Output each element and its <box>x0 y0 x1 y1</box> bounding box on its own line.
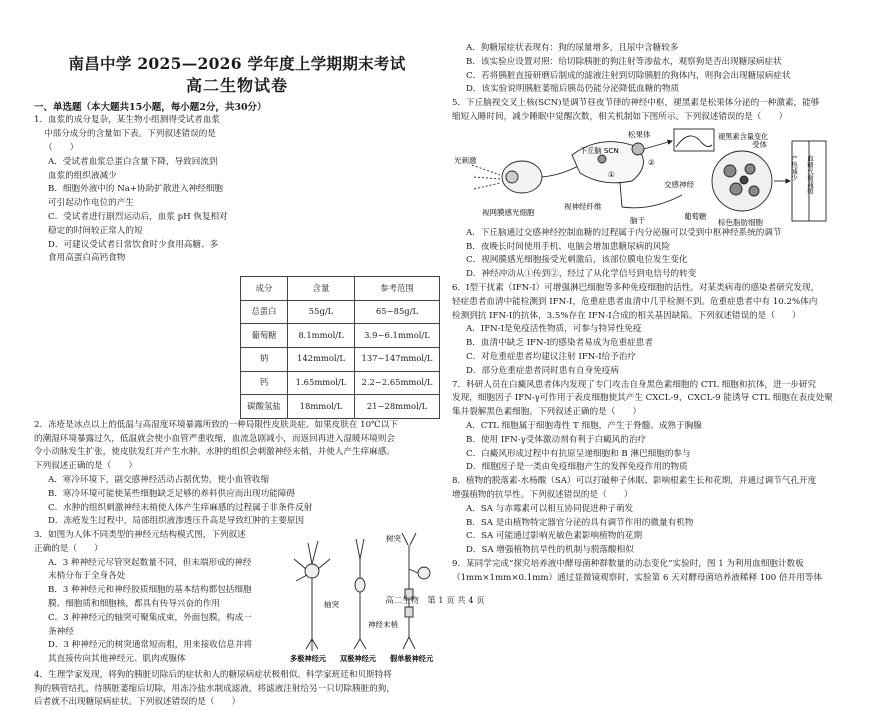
label-axon: 轴突 <box>324 600 339 610</box>
q1-option-c: 稳定的时间较正常人的短 <box>48 225 143 236</box>
q4-stem: 后者就不出现糖尿病症状。下列叙述错误的是（ ） <box>34 697 241 708</box>
page-footer: 高二生物 第 1 页 共 4 页 <box>385 595 485 605</box>
q1-option-d[interactable]: D．可建议受试者日常饮食时少食用高糖、多 <box>48 239 219 250</box>
q4-option-b[interactable]: B．该实验应设置对照：给切除胰脏的狗注射等渗盐水，观察狗是否出现糖尿病症状 <box>466 56 782 67</box>
q7-option-d[interactable]: D．细胞因子是一类由免疫细胞产生的发挥免疫作用的物质 <box>466 462 688 473</box>
table-row <box>241 347 440 371</box>
q6-stem: 6．Ⅰ型干扰素（IFN-Ⅰ）可增强淋巴细胞等多种免疫细胞的活性。对某类病毒的感染者研究发现， <box>452 282 820 293</box>
q4-stem: 4．生理学家发现，将狗的胰脏切除后的症状和人的糖尿病症状极相似。科学家班廷和贝斯特将 <box>34 669 392 680</box>
question-9 <box>452 558 842 586</box>
section-heading: 一、单选题（本大题共15小题，每小题2分，共30分） <box>34 101 267 113</box>
q9-stem: 9．某同学完成“探究培养液中酵母菌种群数量的动态变化”实验时，图 1 为利用血细胞计数板 <box>452 558 804 569</box>
q8-option-c[interactable]: C．SA 可能通过影响光敏色素影响植物的花期 <box>466 531 643 542</box>
table-cell: 3.9~6.1mmol/L <box>355 324 440 348</box>
exam-subtitle: 高二生物试卷 <box>185 75 288 95</box>
label-sympathetic: 交感神经 <box>664 179 694 189</box>
q1-option-c[interactable]: C．受试者进行剧烈运动后，血浆 pH 恢复相对 <box>48 211 228 222</box>
label-bmr: 血糖代谢减缓 <box>806 154 814 194</box>
question-2 <box>34 419 440 529</box>
q3-option-b: 膜、细胞质和细胞核，都具有传导兴奋的作用 <box>48 599 220 610</box>
table-cell: 碳酸氢盐 <box>241 395 288 419</box>
label-optic: 视神经纤维 <box>564 201 602 211</box>
label-light: 光刺激 <box>454 155 477 165</box>
q4-option-d[interactable]: D．该实验说明胰脏萎缩后胰岛仍能分泌降低血糖的物质 <box>466 84 680 95</box>
question-7 <box>452 379 842 476</box>
label-glucose: 葡萄糖 <box>684 211 707 221</box>
q2-stem: 令小动脉发生扩张，使皮肤发红并产生水肿。水肿的组织会刺激神经末梢，并使人产生痒麻感。 <box>34 447 395 458</box>
q5-stem: 缩短入睡时间，减少睡眠中觉醒次数，相关机制如下图所示。下列叙述错误的是（ ） <box>452 111 788 122</box>
q5-figure <box>452 125 842 227</box>
table-cell: 1.65mmol/L <box>288 371 355 395</box>
label-heat: 产热减少 <box>790 154 798 181</box>
q3-option-a: 末梢分布于全身各处 <box>48 571 126 582</box>
table-header-row <box>241 277 440 301</box>
pineal-gland-icon <box>632 143 644 155</box>
q5-option-a[interactable]: A．下丘脑通过交感神经控制血糖的过程属于内分泌腺可以受到中枢神经系统的调节 <box>466 227 782 238</box>
q5-option-c[interactable]: C．视网膜感光细胞接受光刺激后，该部位膜电位发生变化 <box>466 255 688 266</box>
right-column <box>452 42 842 586</box>
q3-option-d: 其直接传向其他神经元、肌肉或腺体 <box>48 654 186 665</box>
q8-option-a[interactable]: A．SA 与赤霉素可以相互协同促进种子萌发 <box>466 503 634 514</box>
q2-option-c[interactable]: C．水肿的组织刺激神经末梢使人体产生痒麻感的过程属于非条件反射 <box>48 502 313 513</box>
q6-option-a[interactable]: A．IFN-Ⅰ是免疫活性物质，可参与特异性免疫 <box>466 324 642 335</box>
q6-option-c[interactable]: C．对危重症患者均建议注射 IFN-Ⅰ给予治疗 <box>466 351 636 362</box>
q4-stem: 狗的胰管结扎，待胰脏萎缩后切除，用冻冷盐水制成滤液，将滤液注射给另一只切除胰脏的狗， <box>34 683 395 694</box>
q7-option-b[interactable]: B．使用 IFN-γ受体激动剂有利于白癜风的治疗 <box>466 434 647 445</box>
q6-option-b[interactable]: B．血清中缺乏 IFN-Ⅰ的感染者易成为危重症患者 <box>466 338 653 349</box>
caption-multipolar: 多极神经元 <box>290 654 326 664</box>
q1-text <box>34 114 258 266</box>
q3-option-d[interactable]: D．3 种神经元的树突通常短而粗，用来接收信息并将 <box>48 640 253 651</box>
q7-option-c[interactable]: C．白癜风形成过程中有抗原呈递细胞和 B 淋巴细胞的参与 <box>466 448 691 459</box>
label-pineal: 松果体 <box>628 129 651 139</box>
q4-option-c[interactable]: C．若将胰脏直接研磨后制成的滤液注射到切除胰脏的狗体内，则狗会出现糖尿病症状 <box>466 70 791 81</box>
question-1 <box>34 114 440 418</box>
q2-stem: 2．冻疮是冰点以上的低温与高湿度环境暴露所致的一种局限性皮肤炎症。如果皮肤在 10℃以下 <box>34 419 398 430</box>
table-cell: 21~28mmol/L <box>355 395 440 419</box>
q3-stem: 3．如图为人体不同类型的神经元结构模式图，下列叙述 <box>34 530 246 541</box>
q8-stem: 8．植物的脱落素-水杨酸（SA）可以打破种子休眠、影响根素生长和花期，并通过调节气孔开度 <box>452 476 817 487</box>
table-cell: 55g/L <box>288 300 355 324</box>
table-row <box>241 324 440 348</box>
q3-stem: 正确的是（ ） <box>34 543 103 554</box>
table-row <box>241 395 440 419</box>
table-cell: 2.2~2.65mmol/L <box>355 371 440 395</box>
q8-option-b[interactable]: B．SA 是由植物特定器官分泌的具有调节作用的微量有机物 <box>466 517 694 528</box>
q1-option-d: 食用高蛋白高钙食物 <box>48 253 126 264</box>
table-header: 参考范围 <box>355 277 440 301</box>
q1-stem: 1．血浆的成分复杂，某生物小组测得受试者血浆 <box>34 115 220 126</box>
q5-option-d[interactable]: D．神经冲动从①传到②，经过了从化学信号到电信号的转变 <box>466 269 697 280</box>
table-row <box>241 300 440 324</box>
q5-stem: 5．下丘脑视交叉上核(SCN)是调节昼夜节律的神经中枢，褪黑素是松果体分泌的一种激素，能够 <box>452 98 820 109</box>
q1-blood-table <box>240 276 440 419</box>
q1-option-b[interactable]: B．细胞外液中的 Na+协助扩散进入神经细胞 <box>48 184 223 195</box>
table-cell: 65~85g/L <box>355 300 440 324</box>
q4-option-a[interactable]: A．狗糖尿症状表现有：狗的尿量增多，且尿中含糖较多 <box>466 43 679 53</box>
q7-stem: 集并裂解黑色素细胞。下列叙述正确的是（ ） <box>452 407 642 418</box>
q6-stem: 轻症患者血清中能检测到 IFN-Ⅰ，危重症患者血清中几乎检测不到。危重症患者中有 10.2%体内 <box>452 296 818 307</box>
caption-pseudounipolar: 假单极神经元 <box>390 654 434 664</box>
label-dendrite: 树突 <box>386 534 401 544</box>
q5-option-b[interactable]: B．夜晚长时间使用手机、电脑会增加患糖尿病的风险 <box>466 241 670 252</box>
label-mel-change: 褪黑素含量变化 <box>718 131 769 141</box>
table-row <box>241 371 440 395</box>
q7-option-a[interactable]: A．CTL 细胞属于细胞毒性 T 细胞，产生于脊髓、成熟于胸腺 <box>466 420 702 431</box>
q8-stem: 增强植物的抗旱性。下列叙述错误的是（ ） <box>452 489 633 500</box>
q2-option-b[interactable]: B．寒冷环境可能使某些细胞缺乏足够的养料供应而出现功能障碍 <box>48 488 295 499</box>
label-receptor: 受体 <box>752 139 767 149</box>
q1-stem: 中部分成分的含量如下表。下列叙述错误的是 <box>44 129 216 140</box>
label-n2: ② <box>648 157 655 167</box>
q2-option-a[interactable]: A．寒冷环境下，副交感神经活动占据优势，使小血管收缩 <box>48 474 270 485</box>
scn-dot <box>598 155 606 163</box>
question-4 <box>34 669 440 710</box>
table-cell: 137~147mmol/L <box>355 347 440 371</box>
q1-option-b: 可引起动作电位的产生 <box>48 198 134 209</box>
caption-bipolar: 双极神经元 <box>340 654 376 664</box>
label-terminal: 神经末梢 <box>368 620 398 630</box>
q3-option-c: 条神经 <box>48 626 74 637</box>
pseudounipolar-neuron-icon <box>402 533 430 649</box>
table-header: 成分 <box>241 277 288 301</box>
q6-option-d[interactable]: D．部分危重症患者同时患有自身免疫病 <box>466 365 619 376</box>
q7-stem: 发现，细胞因子 IFN-γ可作用于表皮细胞使其产生 CXCL-9，CXCL-9 能诱导 CTL 细胞在表皮处聚 <box>452 393 833 404</box>
light-arrow-icon <box>472 165 500 189</box>
q2-stem: 下列叙述正确的是（ ） <box>34 461 138 472</box>
label-n1: ① <box>608 169 615 179</box>
melatonin-graph-icon <box>674 129 714 151</box>
q2-option-d[interactable]: D．冻疮发生过程中，局部组织液渗透压升高是导致红肿的主要原因 <box>48 516 305 527</box>
exam-title: 南昌中学 2025—2026 学年度上学期期末考试 <box>68 54 406 73</box>
question-8 <box>452 475 842 558</box>
question-6 <box>452 282 842 379</box>
q3-option-b[interactable]: B．3 种神经元和神经胶质细胞的基本结构都包括细胞 <box>48 585 252 596</box>
label-brainstem: 脑干 <box>630 215 645 225</box>
q3-option-a[interactable]: A．3 种神经元尽管突起数量不同，但末端形成的神经 <box>48 557 252 568</box>
melatonin-diagram <box>452 125 842 227</box>
label-scn: 下丘脑 SCN <box>580 145 619 155</box>
q1-option-a: 血浆的组织液减少 <box>48 170 117 181</box>
table-cell: 8.1mmol/L <box>288 324 355 348</box>
table-cell: 葡萄糖 <box>241 324 288 348</box>
label-retina: 视网膜感光细胞 <box>482 207 535 217</box>
question-5 <box>452 97 842 282</box>
q2-stem: 的潮湿环境暴露过久，低温就会使小血管严重收缩，血流急剧减小，而返回再进入湿暖环境则会 <box>34 433 395 444</box>
q6-stem: 检测到抗 IFN-Ⅰ的抗体，3.5%存在 IFN-Ⅰ合成的相关基因缺陷。下列叙述错误的是（ ） <box>452 310 801 321</box>
q8-option-d[interactable]: D．SA 增强植物抗旱性的机制与脱落酸相似 <box>466 545 634 556</box>
q1-table-wrap <box>234 274 440 419</box>
q3-option-c[interactable]: C．3 种神经元的轴突可聚集成束，外面包膜，构成一 <box>48 612 252 623</box>
table-cell: 钙 <box>241 371 288 395</box>
q7-stem: 7．科研人员在白癜风患者体内发现了专门攻击自身黑色素细胞的 CTL 细胞和抗体，进一步研究 <box>452 379 817 390</box>
table-cell: 18mmol/L <box>288 395 355 419</box>
table-cell: 总蛋白 <box>241 300 288 324</box>
label-brown-fat: 棕色脂肪细胞 <box>718 217 763 227</box>
table-cell: 142mmol/L <box>288 347 355 371</box>
table-cell: 钠 <box>241 347 288 371</box>
q1-option-a[interactable]: A．受试者血浆总蛋白含量下降，导致回流到 <box>48 156 218 167</box>
q1-paren: （ ） <box>44 142 79 153</box>
optic-nerve-line <box>542 165 580 177</box>
q9-stem: （1mm×1mm×0.1mm）通过显微镜观察时，实验第 6 天对酵母菌培养液稀释 100 倍并用等体 <box>452 572 822 583</box>
table-header: 含量 <box>288 277 355 301</box>
